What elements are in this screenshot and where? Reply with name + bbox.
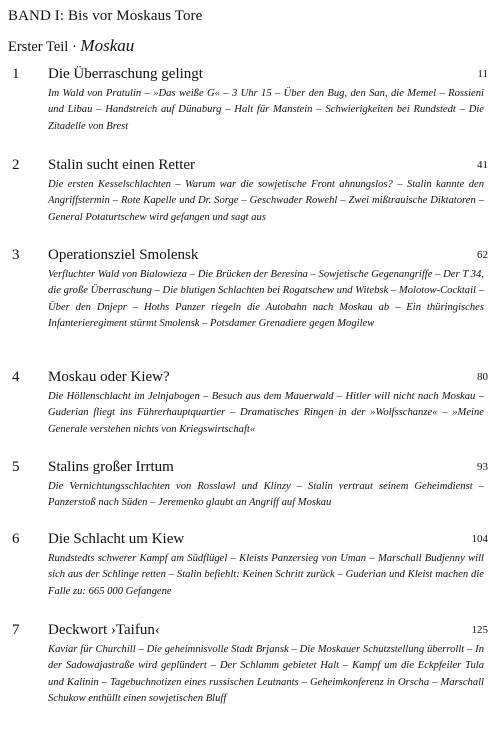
band-title: Bis vor Moskaus Tore [67,8,203,24]
chapter-title: Operationsziel Smolensk [48,247,199,263]
band-heading: BAND I: Bis vor Moskaus Tore [8,8,203,24]
chapter-number: 2 [12,157,20,173]
chapter-page: 93 [477,461,488,473]
chapter-title: Deckwort ›Taifun‹ [48,622,160,638]
chapter-title: Moskau oder Kiew? [48,369,170,385]
chapter-summary: Die Vernichtungsschlachten von Rosslawl und Klinzy – Stalin vertraut seinem Geheimdienst – Panzerstoß nach Süden – Jeremenko glaubt an Angriff auf Moskau [48,481,484,509]
chapter-number: 7 [12,622,20,638]
chapter-summary: Im Wald von Pratulin – »Das weiße G« – 3 Uhr 15 – Über den Bug, den San, die Memel – Rossieni und Libau – Handstreich auf Dünaburg – Halt für Manstein – Schwierigkeiten bei Rundstedt – Die Zitadelle von Brest [48,88,484,132]
chapter-page: 80 [477,371,488,383]
chapter-number: 6 [12,531,20,547]
chapter-number: 5 [12,459,20,475]
chapter-summary: Die ersten Kesselschlachten – Warum war die sowjetische Front ahnungslos? – Stalin kannte den Angriffstermin – Rote Kapelle und Dr. Sorge – Geschwader Rowehl – Zwei mißtrauische Diktatoren – General Potaturtschew wird gefangen und sagt aus [48,179,484,223]
band-label: BAND I [8,8,60,24]
chapter-number: 1 [12,66,20,82]
part-heading: Erster Teil · Moskau [8,36,135,55]
chapter-summary: Kaviar für Churchill – Die geheimnisvolle Stadt Brjansk – Die Moskauer Schutzstellung überrollt – In der Sadowajastraße wird geplündert – Der Schlamm gebietet Halt – Kampf um die Eckpfeiler Tula und Kalinin – Tagebuchnotizen eines russischen Leutnants – Geheimkonferenz in Orscha – Marschall Schukow enthüllt einen sowjetischen Bluff [48,644,484,704]
chapter-title: Stalin sucht einen Retter [48,157,196,173]
chapter-summary: Rundstedts schwerer Kampf am Südflügel – Kleists Panzersieg von Uman – Marschall Budjenny will sich aus der Schlinge retten – Stalin befiehlt: Keinen Schritt zurück – Guderian und Kleist machen die Falle zu: 665 000 Gefangene [48,553,484,597]
part-subtitle: Moskau [80,36,135,55]
chapter-title: Die Schlacht um Kiew [48,531,185,547]
chapter-number: 3 [12,247,20,263]
chapter-page: 41 [477,159,488,171]
part-label: Erster Teil [8,39,69,55]
chapter-title: Stalins großer Irrtum [48,459,174,475]
chapter-summary: Verfluchter Wald von Bialowieza – Die Brücken der Beresina – Sowjetische Gegenangriffe – Der T 34, die große Überraschung – Die blutigen Schlachten bei Rogatschew und Witebsk – Molotow-Cocktail – Über den Dnjepr – Hoths Panzer riegeln die Autobahn nach Moskau ab – Ein thüringisches Infanterieregiment stürmt Smolensk – Potsdamer Grenadiere gegen Mogilew [48,269,484,329]
chapter-page: 104 [471,533,488,545]
chapter-page: 125 [471,624,488,636]
chapter-summary: Die Höllenschlacht im Jelnjabogen – Besuch aus dem Mauerwald – Hitler will nicht nach Moskau – Guderian fliegt ins Führerhauptquartier – Dramatisches Ringen in der »Wolfsschanze« – »Meine Generale verstehen nichts von Kriegswirtschaft« [48,391,484,435]
chapter-number: 4 [12,369,20,385]
chapter-page: 62 [477,249,488,261]
chapter-title: Die Überraschung gelingt [48,66,203,82]
chapter-page: 11 [477,68,488,80]
